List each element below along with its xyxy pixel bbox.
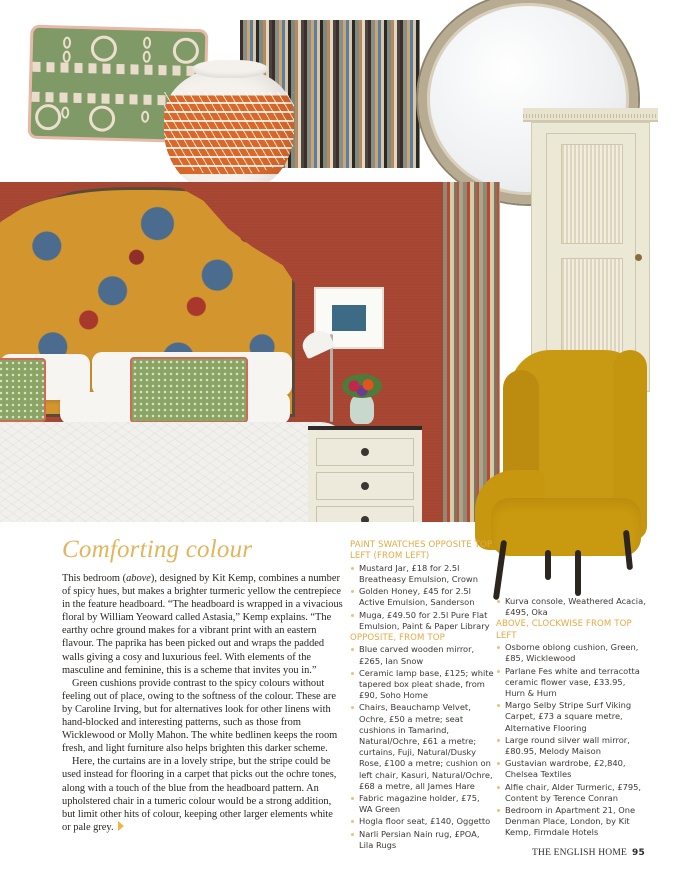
credit-item: Golden Honey, £45 for 2.5l Active Emulsion, Sanderson — [350, 586, 495, 608]
paragraph-2: Green cushions provide contrast to the spicy colours without feeling out of place, owing to the softness of the colour. These are by Caroline Irving, but for alternatives look for other linens with hand-blocked and interesting patterns, such as those from Wicklewood or Molly Mahon. The white bedlinen keeps the room fresh, and light furniture also helps brighten this darker scheme. — [62, 677, 338, 755]
credit-item: Fabric magazine holder, £75, WA Green — [350, 793, 495, 815]
credit-item: Osborne oblong cushion, Green, £85, Wicklewood — [496, 642, 646, 664]
credit-item: Blue carved wooden mirror, £265, Ian Snow — [350, 644, 495, 666]
credit-item: Bedroom in Apartment 21, One Denman Place, London, by Kit Kemp, Firmdale Hotels — [496, 805, 646, 839]
credit-item: Hogla floor seat, £140, Oggetto — [350, 816, 495, 827]
end-of-article-icon — [118, 821, 124, 831]
bedroom-photo — [0, 182, 500, 522]
credits-column-1 — [350, 540, 495, 852]
credit-item: Chairs, Beauchamp Velvet, Ochre, £50 a metre; seat cushions in Tamarind, Natural/Ochre, £61 a metre; curtains, Fuji, Natural/Dusky Rose, £100 a metre; cushion on left chair, Kasuri, Natural/Ochre, £68 a metre, all James Hare — [350, 702, 495, 792]
article-headline: Comforting colour — [62, 536, 253, 563]
nightstand — [308, 426, 422, 522]
credit-item: Muga, £49.50 for 2.5l Pure Flat Emulsion, Paint & Paper Library — [350, 610, 495, 632]
credit-item: Mustard Jar, £18 for 2.5l Breatheasy Emulsion, Crown — [350, 563, 495, 585]
credit-item: Alfie chair, Alder Turmeric, £795, Content by Terence Conran — [496, 782, 646, 804]
page-folio — [532, 848, 645, 858]
publication-name: THE ENGLISH HOME — [532, 848, 628, 858]
article-body — [62, 572, 344, 834]
credit-item: Kurva console, Weathered Acacia, £495, Oka — [496, 596, 646, 618]
page-number: 95 — [632, 848, 645, 858]
turmeric-armchair-image — [475, 350, 675, 590]
credit-item: Ceramic lamp base, £125; white tapered box pleat shade, from £90, Soho Home — [350, 668, 495, 702]
credits-heading-paint-swatches: PAINT SWATCHES OPPOSITE TOP LEFT (FROM LEFT) — [350, 540, 493, 562]
paragraph-1: This bedroom (above), designed by Kit Kemp, combines a number of spicy hues, but makes a brighter turmeric yellow the centrepiece in the feature headboard. “The headboard is wrapped in a vivacious floral by William Yeoward called Astasia,” Kemp explains. “The earthy ochre ground makes for a vibrant print with an eastern flavour. The paprika has been picked out and wraps the padded walls giving a cosy and luxurious feel. With elements of the masculine and feminine, this is a scheme that invites you in.” — [62, 573, 343, 676]
green-cushion-right — [130, 357, 248, 423]
credit-item: Parlane Fes white and terracotta ceramic flower vase, £33.95, Hurn & Hurn — [496, 666, 646, 700]
credit-item: Gustavian wardrobe, £2,840, Chelsea Textiles — [496, 758, 646, 780]
credits-heading-above: ABOVE, CLOCKWISE FROM TOP LEFT — [496, 619, 632, 641]
paragraph-3: Here, the curtains are in a lovely stripe, but the stripe could be used instead for flooring in a carpet that picks out the ochre tones, along with a touch of the blue from the headboard pattern. An upholstered chair in a tumeric colour would be a strong addition, but limit other hits of colour, keeping other larger elements white or pale grey. — [62, 756, 337, 833]
green-cushion-left — [0, 358, 46, 422]
flowers — [342, 374, 382, 398]
flower-vase — [350, 394, 374, 424]
credit-item: Large round silver wall mirror, £80.95, Melody Maison — [496, 735, 646, 757]
credits-column-2 — [496, 596, 646, 840]
credits-heading-opposite: OPPOSITE, FROM TOP — [350, 633, 445, 644]
credit-item: Narli Persian Nain rug, £POA, Lila Rugs — [350, 829, 495, 851]
white-quilt — [0, 422, 350, 522]
credit-item: Margo Selby Stripe Surf Viking Carpet, £73 a square metre, Alternative Flooring — [496, 700, 646, 734]
terracotta-vase-image — [164, 60, 294, 192]
